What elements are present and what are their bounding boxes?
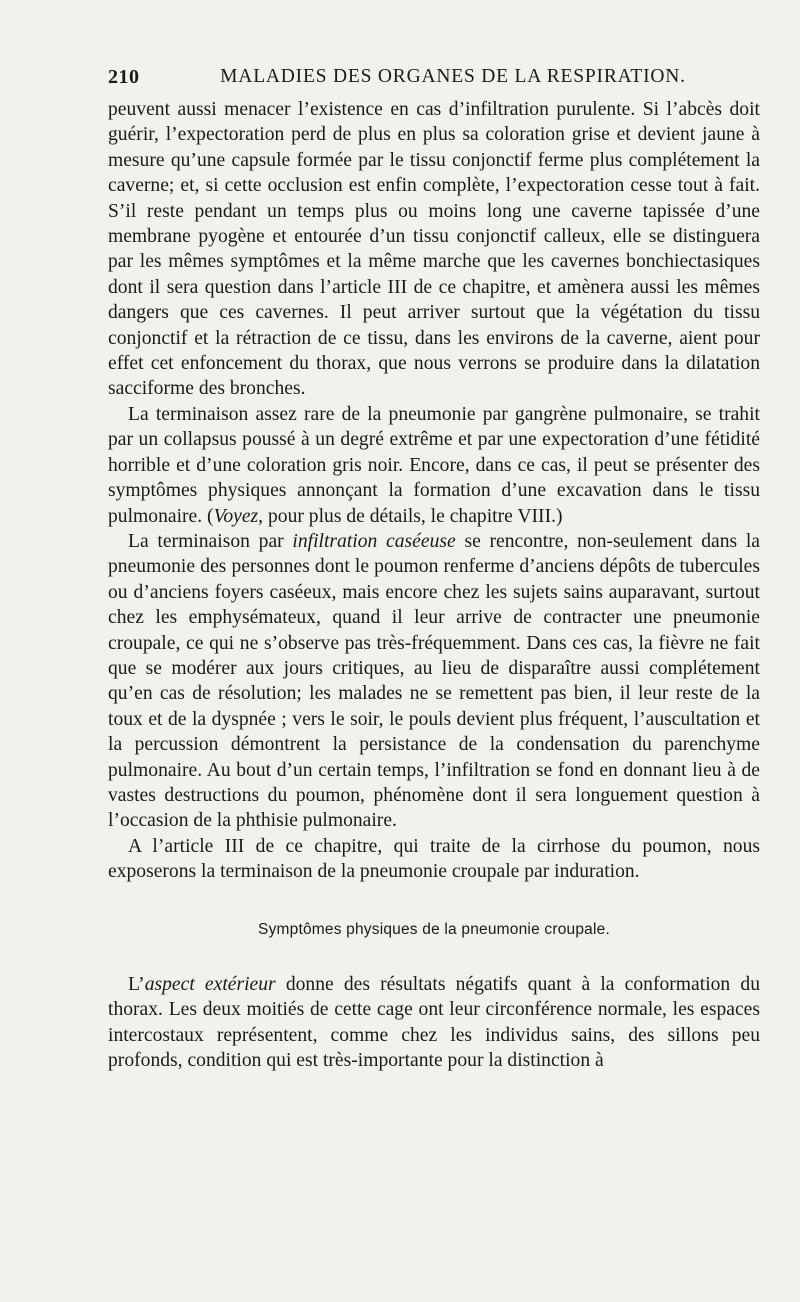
running-title: MALADIES DES ORGANES DE LA RESPIRATION. bbox=[220, 66, 686, 87]
section-heading: Symptômes physiques de la pneumonie croupale. bbox=[258, 920, 610, 938]
paragraph-1: peuvent aussi menacer l’existence en cas d’infiltration purulente. Si l’abcès doit guérir, l’expectoration perd de plus en plus sa coloration grise et devient jaune à mesure qu’une capsule formée par le tissu conjonctif ferme plus complétement la caverne; et, si cette occlusion est enfin complète, l’expectoration cesse tout à fait. S’il reste pendant un temps plus ou moins long une caverne tapissée d’une membrane pyogène et entourée d’un tissu conjonctif calleux, elle se distinguera par les mêmes symptômes et la même marche que les cavernes bonchiectasiques dont il sera question dans l’article III de ce chapitre, et amènera aussi les mêmes dangers que ces cavernes. Il peut arriver surtout que la végétation du tissu conjonctif et la rétraction de ce tissu, dans les environs de la caverne, aient pour effet cet enfoncement du thorax, que nous verrons se produire dans la dilatation sacciforme des bronches. bbox=[108, 99, 760, 400]
paragraph-5-text-b: donne des résultats négatifs quant à la conformation du thorax. Les deux moitiés de cette cage ont leur circonférence normale, les espaces intercostaux représentent, comme chez les individus sains, des sillons peu profonds, condition qui est très-importante pour la distinction à bbox=[108, 974, 760, 1072]
paragraph-3-italic: infiltration caséeuse bbox=[292, 530, 456, 552]
paragraph-5-italic: aspect extérieur bbox=[144, 974, 276, 995]
paragraph-4: A l’article III de ce chapitre, qui traite de la cirrhose du poumon, nous exposerons la terminaison de la pneumonie croupale par induration. bbox=[108, 835, 760, 883]
page-header bbox=[108, 66, 758, 96]
page-number: 210 bbox=[108, 66, 140, 88]
paragraph-2-text-a: La terminaison assez rare de la pneumonie par gangrène pulmonaire, se trahit par un collapsus poussé à un degré extrême et par une expectoration d’une fétidité horrible et d’une coloration gris noir. Encore, dans ce cas, il peut se présenter des symptômes physiques annonçant la formation d’une excavation dans le tissu pulmonaire. ( bbox=[108, 403, 760, 527]
body-text bbox=[108, 97, 760, 1074]
paragraph-3-text-a: La terminaison par bbox=[128, 530, 293, 552]
paragraph-2-text-b: pour plus de détails, le chapitre VIII.) bbox=[263, 505, 563, 527]
paragraph-5-text-a: L’ bbox=[128, 974, 145, 995]
paragraph-2 bbox=[108, 402, 760, 529]
paragraph-2-italic: Voyez, bbox=[213, 505, 264, 527]
paragraph-5 bbox=[108, 972, 760, 1074]
paragraph-3-text-b: se rencontre, non-seulement dans la pneumonie des personnes dont le poumon renferme d’anciens dépôts de tubercules ou d’anciens foyers caséeux, mais encore chez les sujets sains auparavant, surtout chez les emphysémateux, quand il leur arrive de contracter une pneumonie croupale, ce qui ne s’observe pas très-fréquemment. Dans ces cas, la fièvre ne fait que se modérer aux jours critiques, au lieu de disparaître aussi complétement qu’en cas de résolution; les malades ne se remettent pas bien, il leur reste de la toux et de la dyspnée ; vers le soir, le pouls devient plus fréquent, l’auscultation et la percussion démontrent la persistance de la condensation du parenchyme pulmonaire. Au bout d’un certain temps, l’infiltration se fond en donnant lieu à de vastes destructions du poumon, phénomène dont il sera longuement question à l’occasion de la phthisie pulmonaire. bbox=[108, 530, 760, 832]
paragraph-3 bbox=[108, 529, 760, 834]
